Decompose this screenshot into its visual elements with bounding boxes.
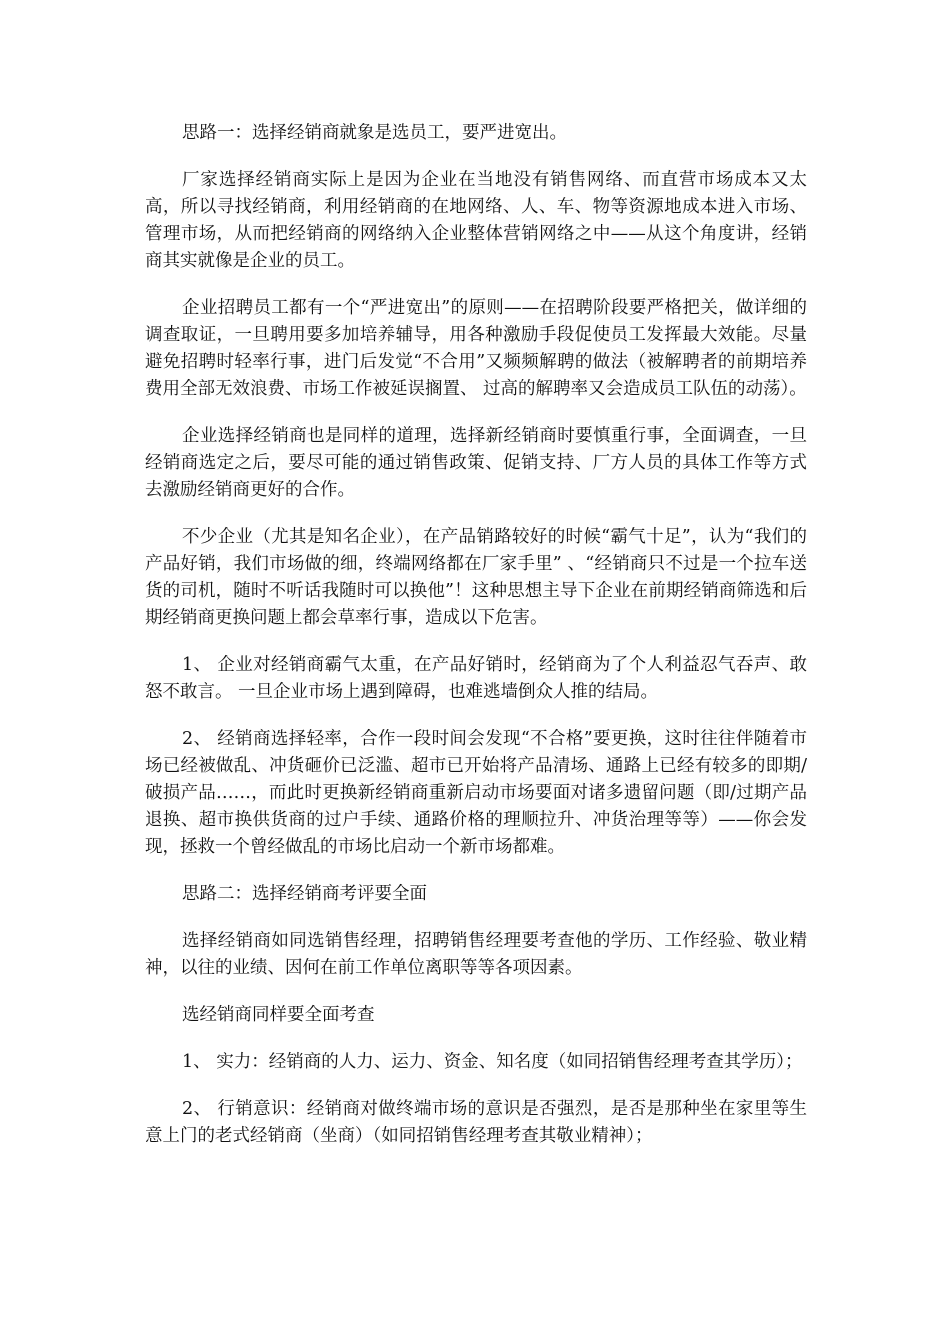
heading-idea-one: 思路一：选择经销商就象是选员工，要严进宽出。 — [182, 123, 567, 143]
paragraph-strict-hiring: 企业招聘员工都有一个“严进宽出”的原则——在招聘阶段要严格把关，做详细的调查取证，一旦聘用要多加培养辅导，用各种激励手段促使员工发挥最大效能。尽量避免招聘时轻率行事，进门后发觉“不合用”又频频解聘的做法（被解聘者的前期培养费用全部无效浪费、市场工作被延误搁置、 过高的解聘率又会造成员工队伍的动荡）。 — [145, 298, 807, 399]
list-item-criteria-2: 2、 行销意识：经销商对做终端市场的意识是否强烈，是否是那种坐在家里等生意上门的老式经销商（坐商）（如同招销售经理考查其敬业精神）； — [145, 1099, 807, 1146]
paragraph-distributor-as-employee: 厂家选择经销商实际上是因为企业在当地没有销售网络、而直营市场成本又太高，所以寻找经销商，利用经销商的在地网络、人、车、物等资源地成本进入市场、管理市场，从而把经销商的网络纳入企业整体营销网络之中——从这个角度讲，经销商其实就像是企业的员工。 — [145, 170, 807, 271]
list-item-harm-1: 1、 企业对经销商霸气太重，在产品好销时，经销商为了个人利益忍气吞声、敢怒不敢言。 一旦企业市场上遇到障碍，也难逃墙倒众人推的结局。 — [145, 655, 807, 702]
paragraph-comprehensive-check: 选经销商同样要全面考查 — [182, 1005, 375, 1025]
document-body — [145, 120, 807, 1170]
paragraph-arrogant-enterprises: 不少企业（尤其是知名企业），在产品销路较好的时候“霸气十足”，认为“我们的产品好销，我们市场做的细，终端网络都在厂家手里” 、“经销商只不过是一个拉车送货的司机，随时不听话我随时可以换他”！这种思想主导下企业在前期经销商筛选和后期经销商更换问题上都会草率行事，造成以下危害。 — [145, 527, 807, 628]
paragraph-same-principle: 企业选择经销商也是同样的道理，选择新经销商时要慎重行事，全面调查，一旦经销商选定之后，要尽可能的通过销售政策、促销支持、厂方人员的具体工作等方式去激励经销商更好的合作。 — [145, 426, 807, 500]
list-item-criteria-1: 1、 实力：经销商的人力、运力、资金、知名度（如同招销售经理考查其学历）； — [182, 1052, 803, 1072]
heading-idea-two: 思路二：选择经销商考评要全面 — [182, 884, 427, 904]
list-item-harm-2: 2、 经销商选择轻率，合作一段时间会发现“不合格”要更换，这时往往伴随着市场已经被做乱、冲货砸价已泛滥、超市已开始将产品清场、通路上已经有较多的即期/破损产品……，而此时更换新经销商重新启动市场要面对诸多遗留问题（即/过期产品退换、超市换供货商的过户手续、通路价格的理顺拉升、冲货治理等等）——你会发现，拯救一个曾经做乱的市场比启动一个新市场都难。 — [145, 729, 807, 857]
paragraph-like-sales-manager: 选择经销商如同选销售经理，招聘销售经理要考查他的学历、工作经验、敬业精神，以往的业绩、因何在前工作单位离职等等各项因素。 — [145, 931, 807, 978]
